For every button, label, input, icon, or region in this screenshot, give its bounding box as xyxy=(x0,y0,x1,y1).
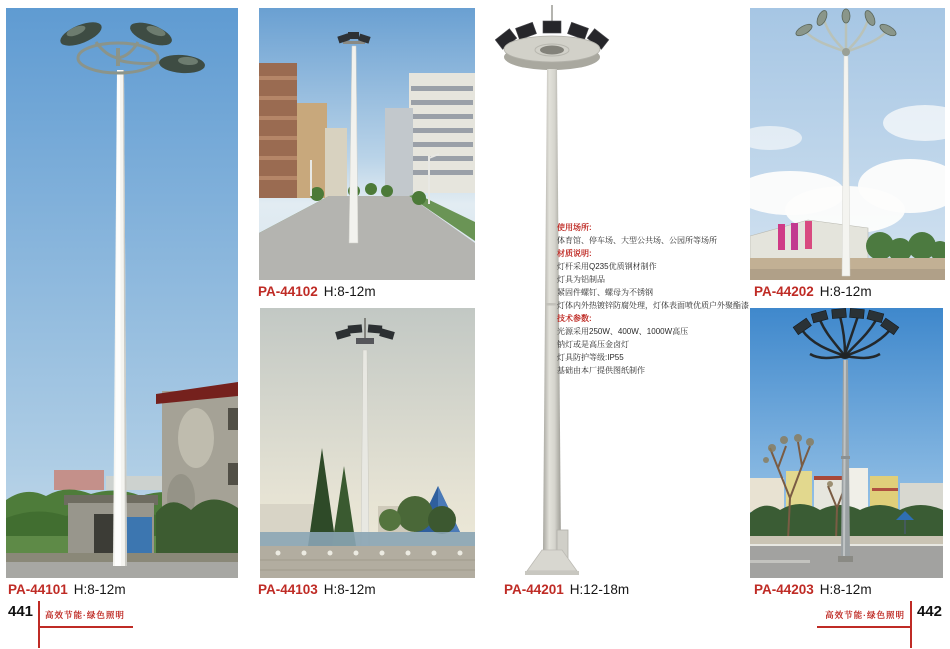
specs-material-line: 灯体内外热镀锌防腐处理，灯体表面喷优质户外聚酯漆 xyxy=(557,301,749,310)
footer-right xyxy=(817,601,942,648)
product-label-pa-44101 xyxy=(8,582,126,597)
specs-usage-title: 使用场所: xyxy=(557,223,592,232)
product-height: H:8-12m xyxy=(73,582,126,597)
specs-tech-line: 光源采用250W、400W、1000W高压 xyxy=(557,327,689,336)
page-number-left: 441 xyxy=(8,603,34,620)
specs-material-line: 灯杆采用Q235优质钢材制作 xyxy=(557,262,657,271)
footer-left xyxy=(8,601,133,648)
specs-panel xyxy=(557,221,757,377)
product-height: H:8-12m xyxy=(819,582,872,597)
product-height: H:8-12m xyxy=(323,284,376,299)
specs-tech-line: 灯具防护等级:IP55 xyxy=(557,353,624,362)
photo-pa-44203 xyxy=(750,308,943,578)
product-code: PA-44102 xyxy=(258,284,318,299)
footer-slogan-wrap xyxy=(817,601,910,628)
product-code: PA-44201 xyxy=(504,582,564,597)
photo-pa-44102 xyxy=(259,8,475,280)
specs-material-title: 材质说明: xyxy=(557,249,592,258)
footer-slogan: 高效节能·绿色照明 xyxy=(825,610,905,620)
product-height: H:8-12m xyxy=(819,284,872,299)
product-code: PA-44203 xyxy=(754,582,814,597)
footer-slogan: 高效节能·绿色照明 xyxy=(45,610,125,620)
page-number-right: 442 xyxy=(916,603,942,620)
specs-material-line: 灯具为铝制品 xyxy=(557,275,605,284)
product-label-pa-44203 xyxy=(754,582,872,597)
footer-slogan-wrap xyxy=(40,601,133,628)
footer-divider xyxy=(910,601,912,648)
specs-tech-line: 基础由本厂提供图纸制作 xyxy=(557,366,645,375)
product-label-pa-44102 xyxy=(258,284,376,299)
product-label-pa-44103 xyxy=(258,582,376,597)
product-code: PA-44202 xyxy=(754,284,814,299)
photo-pa-44101 xyxy=(6,8,238,578)
product-code: PA-44103 xyxy=(258,582,318,597)
specs-usage-line: 体育馆、停车场、大型公共场、公园所等场所 xyxy=(557,236,717,245)
product-label-pa-44202 xyxy=(754,284,872,299)
specs-material-line: 紧固件螺钉、螺母为不锈钢 xyxy=(557,288,653,297)
photo-pa-44103 xyxy=(260,308,475,578)
product-label-pa-44201 xyxy=(504,582,629,597)
specs-tech-line: 钠灯或是高压金卤灯 xyxy=(557,340,629,349)
photo-pa-44202 xyxy=(750,8,945,280)
specs-tech-title: 技术参数: xyxy=(557,314,592,323)
product-code: PA-44101 xyxy=(8,582,68,597)
product-height: H:8-12m xyxy=(323,582,376,597)
product-height: H:12-18m xyxy=(569,582,630,597)
